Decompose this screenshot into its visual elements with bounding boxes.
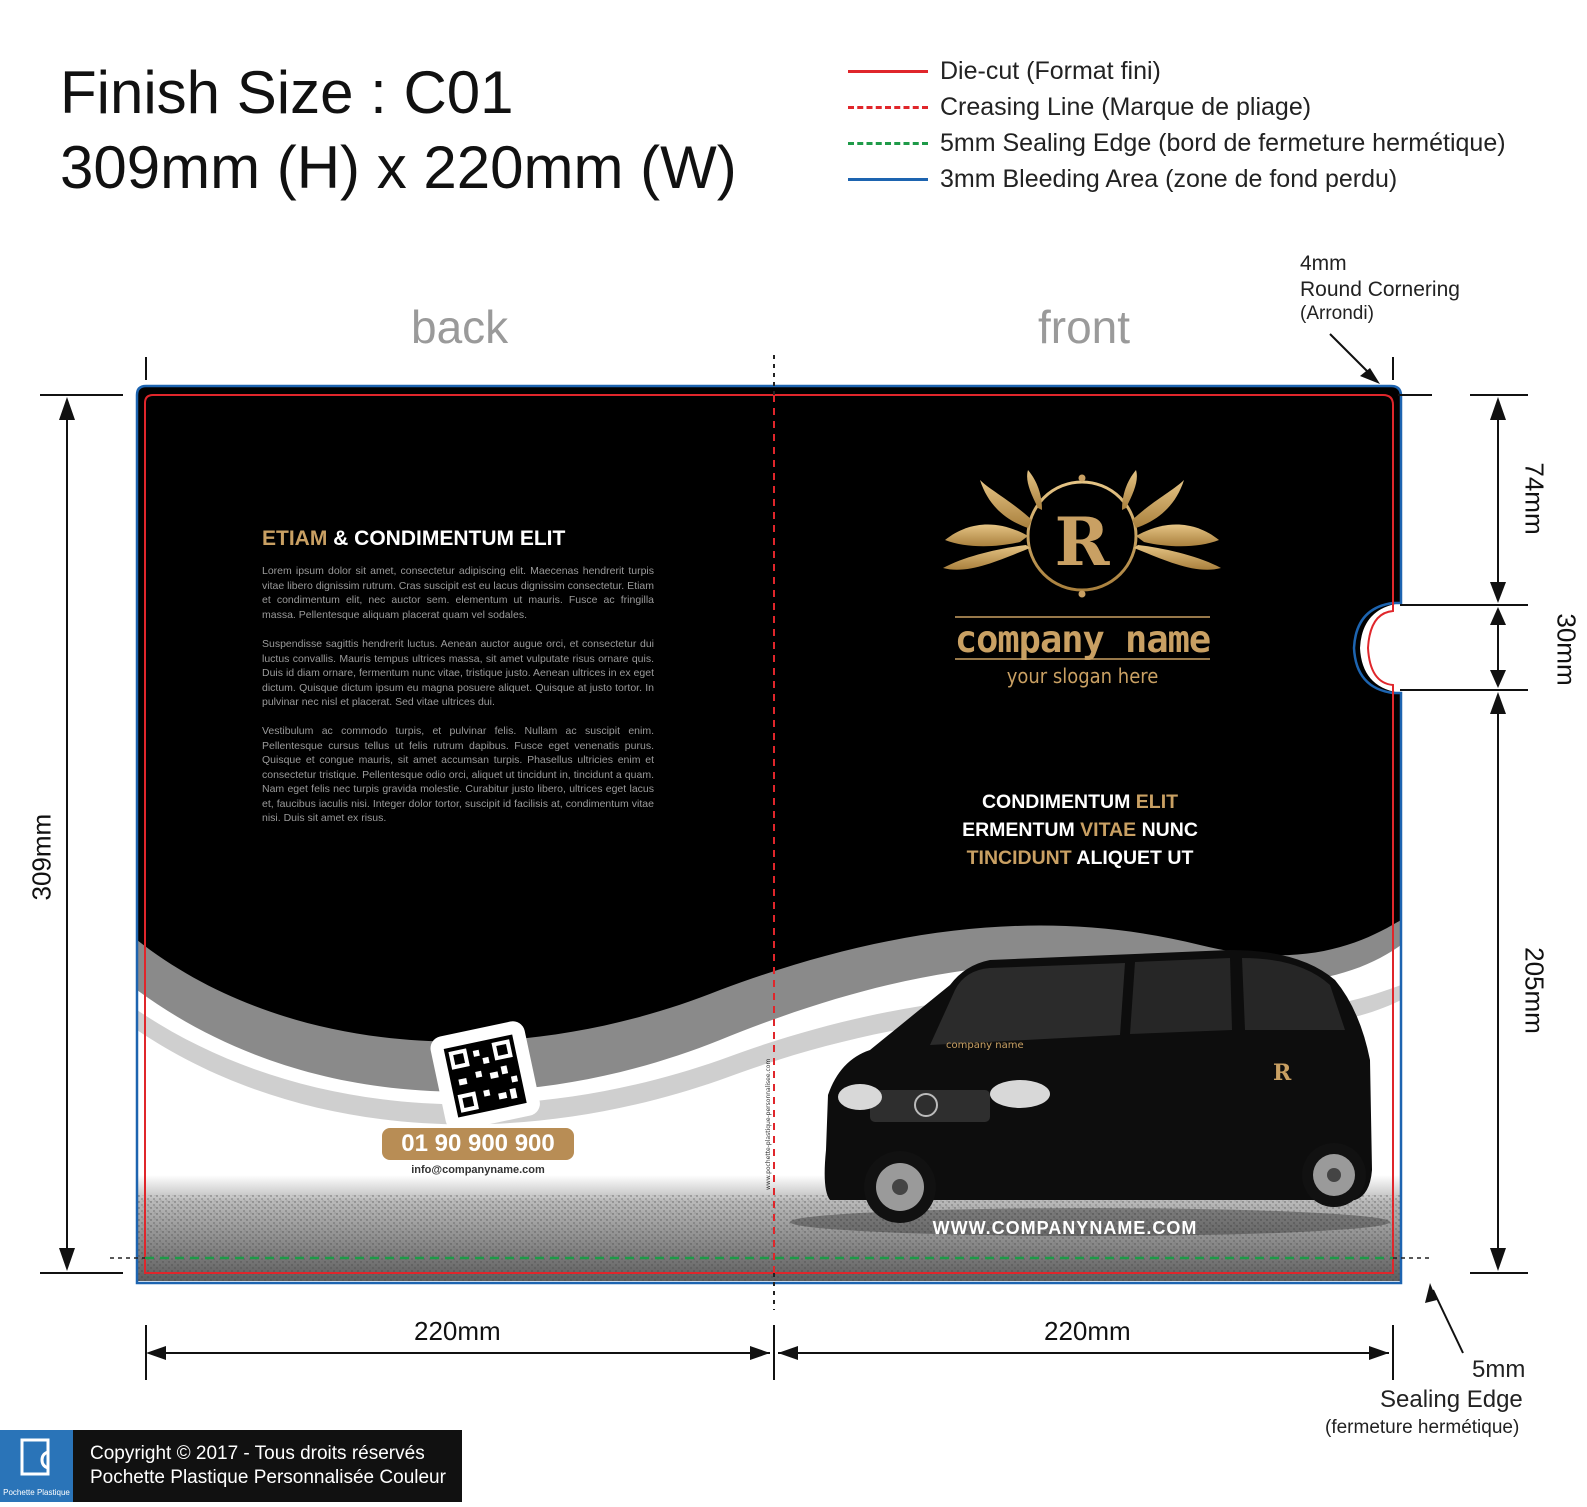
front-tagline-1: CONDIMENTUM ELIT (981, 791, 1179, 813)
email-text: info@companyname.com (411, 1164, 545, 1176)
back-paragraph-3: Vestibulum ac commodo turpis, et pulvinar felis. Nullam ac suscipit enim. Pellentesque cursus tellus ut felis rutrum dapibus. Fusce eget venenatis purus. Quisque et congue mauris, sit amet accumsan turpis. Phasellus ultricies enim et consectetur tristique. Pellentesque odio orci, aliquet ut tincidunt in, tincidunt a quam. Nam eget felis nec turpis gravida molestie. Curabitur justo libero, ultrices eget lacus et, faucibus iaculis nisi. Integer dolor tortor, suscipit id facilisis at, condimentum vitae nisi. Duis sit amet ex risus. (262, 725, 654, 824)
copyright-line-1: Copyright © 2017 - Tous droits réservés (90, 1443, 425, 1464)
company-slogan: your slogan here (1006, 664, 1159, 688)
logo-caption: Pochette Plastique (3, 1488, 70, 1497)
back-label: back (411, 301, 509, 353)
dim-bottom-segment: 205mm (1519, 947, 1550, 1034)
corner-note-title: Round Cornering (1300, 278, 1460, 301)
back-heading-gold: ETIAM (262, 527, 328, 550)
sealing-note-title: Sealing Edge (1380, 1386, 1523, 1413)
svg-text:company name: company name (946, 1040, 1024, 1051)
legend-bleeding-label: 3mm Bleeding Area (zone de fond perdu) (940, 164, 1398, 193)
phone-badge: 01 90 900 900 (382, 1128, 574, 1160)
company-name: company name (954, 618, 1211, 661)
website-url: WWW.COMPANYNAME.COM (932, 1218, 1198, 1238)
qr-code (428, 1019, 542, 1133)
sealing-note-subtitle: (fermeture hermétique) (1325, 1417, 1520, 1438)
copyright-banner (0, 1430, 462, 1502)
back-paragraph-1: Lorem ipsum dolor sit amet, consectetur adipiscing elit. Maecenas hendrerit turpis vitae libero dignissim rutrum. Cras suscipit est eu lacus dignissim consectetur. Etiam et condimentum elit, nec auctor sem. elementum ut mauris. Fusce ac fringilla massa. Pellentesque aliquam placerat quam vel sodales. (262, 565, 654, 621)
front-tagline-2: ERMENTUM VITAE NUNC (962, 819, 1198, 841)
copyright-line-2: Pochette Plastique Personnalisée Couleur (90, 1467, 446, 1488)
corner-note-size: 4mm (1300, 252, 1347, 275)
back-paragraph-2: Suspendisse sagittis hendrerit luctus. Aenean auctor augue orci, et consectetur dui luctus convallis. Mauris tempus ultrices massa, sit amet vulputate risus ornare quis. Duis id diam ornare, fermentum nunc vitae, tristique justo. Aenean ultrices in ex eget dictum. Quisque dictum ipsum eu magna posuere aliquet. Quisque at justo tortor. In pulvinar nec nisl et placerat. Sed vitae ultrices dui. (262, 638, 654, 708)
svg-text:www.pochette-plastique-personn: www.pochette-plastique-personnalisee.com (765, 1058, 772, 1190)
dim-width-back: 220mm (414, 1316, 501, 1346)
dim-notch-segment: 30mm (1551, 613, 1582, 686)
legend-sealing-label: 5mm Sealing Edge (bord de fermeture hermétique) (940, 128, 1506, 157)
front-label: front (1038, 301, 1131, 353)
front-tagline-3: TINCIDUNT ALIQUET UT (966, 847, 1194, 869)
corner-note-subtitle: (Arrondi) (1300, 303, 1374, 324)
sealing-note-size: 5mm (1472, 1356, 1526, 1383)
logo-letter: R (1054, 503, 1110, 581)
pochette-logo-icon (0, 1430, 73, 1502)
copyright-text (90, 1442, 446, 1490)
finish-size-title: Finish Size : C01 (60, 59, 514, 126)
legend-die-cut-label: Die-cut (Format fini) (940, 56, 1161, 85)
legend-creasing-label: Creasing Line (Marque de pliage) (940, 92, 1312, 121)
back-heading (262, 527, 565, 551)
dim-height-total: 309mm (26, 813, 57, 901)
back-heading-white: & CONDIMENTUM ELIT (333, 527, 566, 550)
dimensions-title: 309mm (H) x 220mm (W) (60, 134, 737, 201)
dim-top-segment: 74mm (1519, 462, 1550, 535)
dim-width-front: 220mm (1044, 1316, 1131, 1346)
svg-text:R: R (1273, 1060, 1292, 1086)
